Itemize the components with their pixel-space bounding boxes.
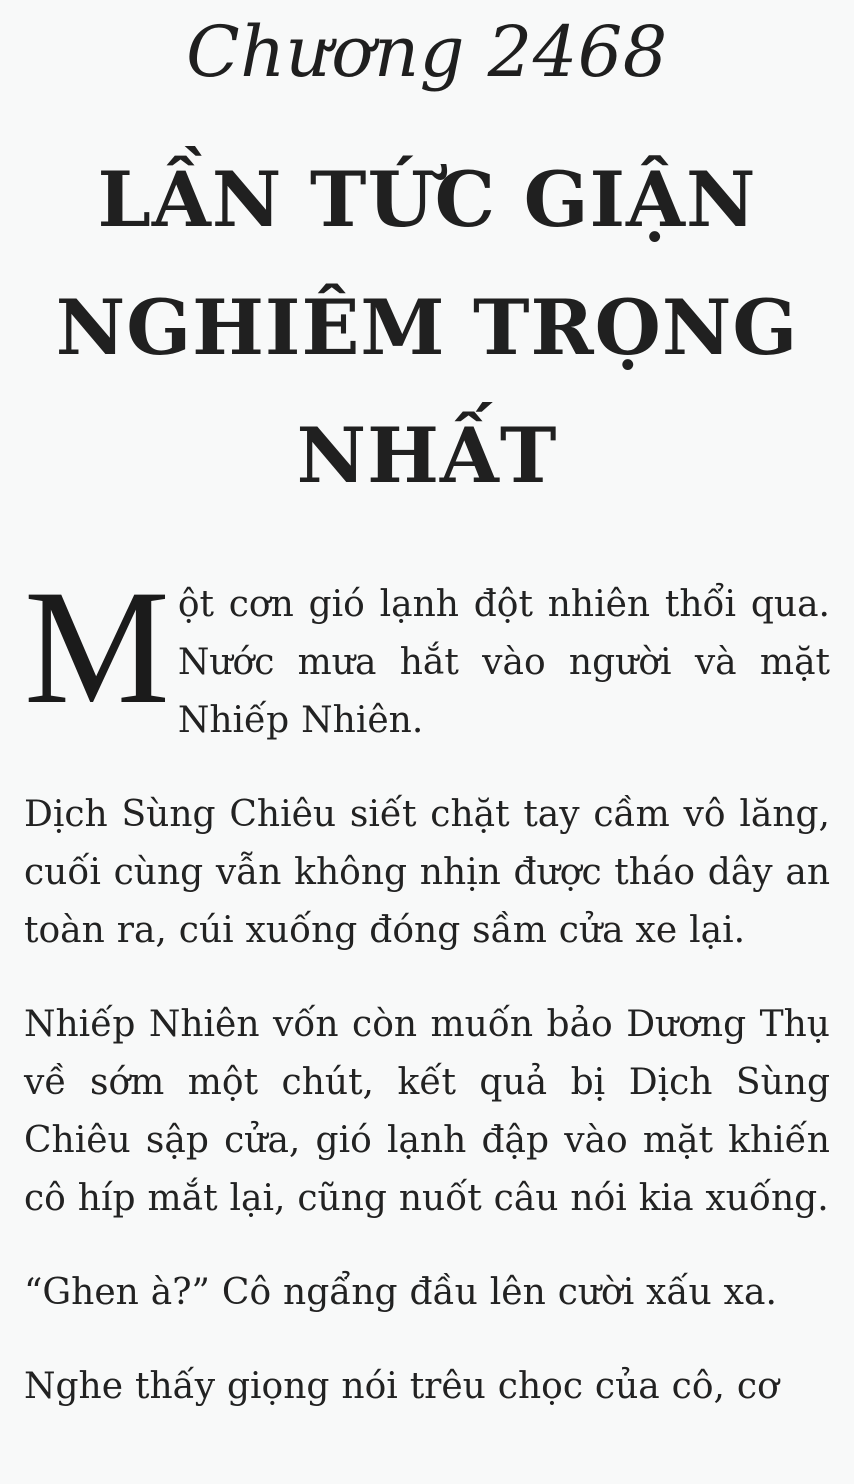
paragraph-1 — [24, 557, 830, 750]
chapter-number: Chương 2468 — [186, 11, 668, 93]
chapter-body — [24, 557, 830, 1416]
paragraph-1-text: ột cơn gió lạnh đột nhiên thổi qua. Nước mưa hắt vào người và mặt Nhiếp Nhiên. — [177, 584, 830, 741]
paragraph-2: Dịch Sùng Chiêu siết chặt tay cầm vô lăng, cuối cùng vẫn không nhịn được tháo dây an toàn ra, cúi xuống đóng sầm cửa xe lại. — [24, 794, 830, 951]
paragraph-4: “Ghen à?” Cô ngẩng đầu lên cười xấu xa. — [24, 1272, 777, 1313]
chapter-title-line-3: NHẤT — [296, 411, 558, 500]
paragraph-3: Nhiếp Nhiên vốn còn muốn bảo Dương Thụ về sớm một chút, kết quả bị Dịch Sùng Chiêu sập cửa, gió lạnh đập vào mặt khiến cô híp mắt lại, cũng nuốt câu nói kia xuống. — [24, 1004, 830, 1219]
chapter-title-line-1: LẦN TỨC GIẬN — [97, 155, 757, 244]
paragraph-5: Nghe thấy giọng nói trêu chọc của cô, cơ — [24, 1366, 779, 1407]
chapter-title-line-2: NGHIÊM TRỌNG — [55, 283, 799, 372]
chapter-title — [24, 136, 830, 520]
drop-cap-letter: M — [24, 557, 170, 738]
